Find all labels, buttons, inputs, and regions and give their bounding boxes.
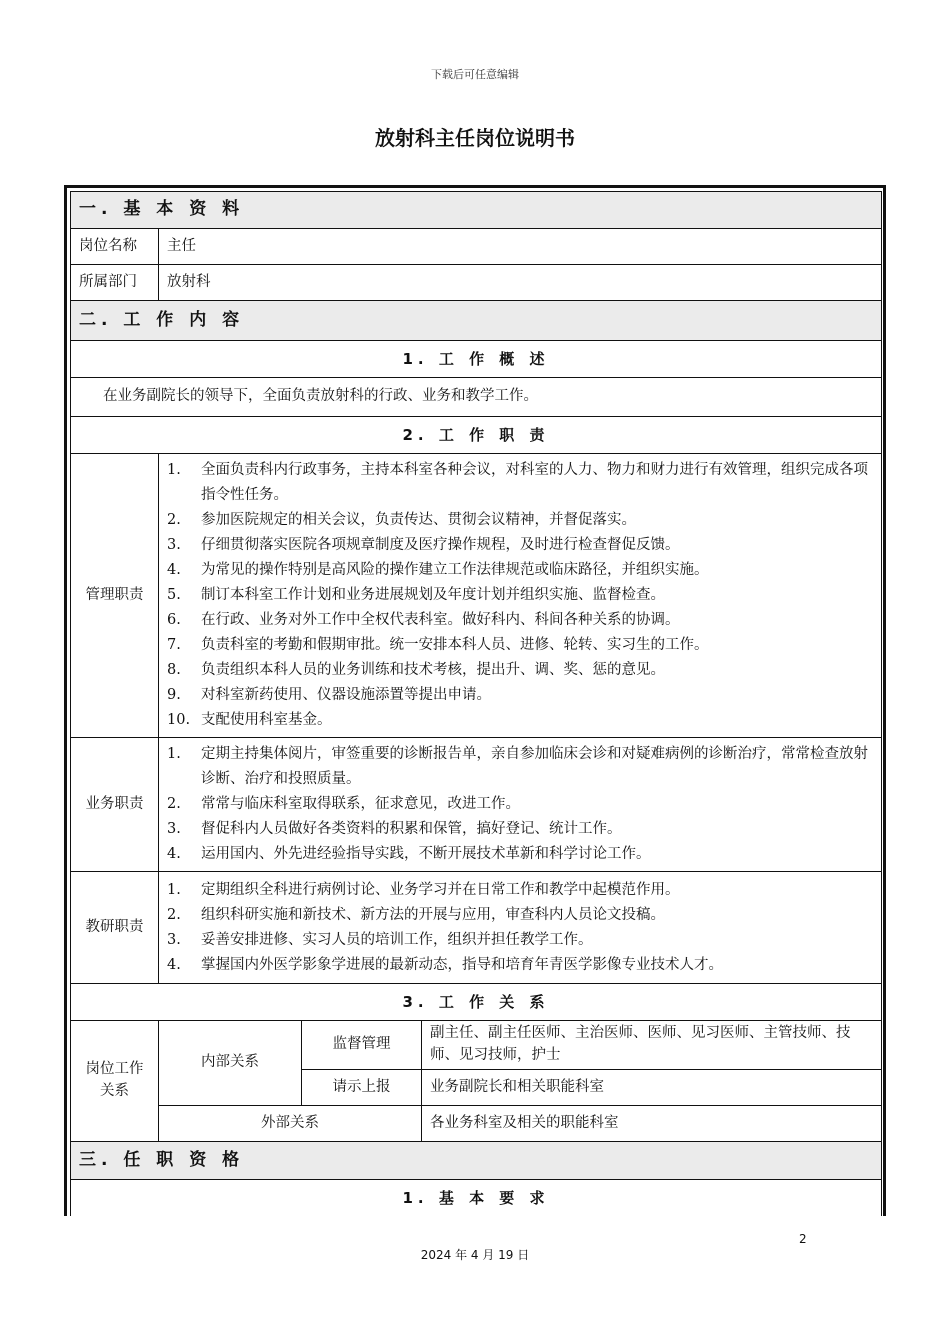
- internal-relations-label: 内部关系: [159, 1021, 302, 1106]
- relations-heading: 3. 工 作 关 系: [71, 984, 882, 1021]
- supervise-label: 监督管理: [302, 1021, 422, 1070]
- list-item: [167, 878, 873, 903]
- subheading-overview: [71, 341, 882, 378]
- list-text: 支配使用科室基金。: [201, 712, 332, 728]
- report-value: 业务副院长和相关职能科室: [422, 1070, 882, 1106]
- job-description-table: [70, 191, 882, 1216]
- section-basic-info: [71, 192, 882, 229]
- list-item: [167, 683, 873, 708]
- list-text: 运用国内、外先进经验指导实践，不断开展技术革新和科学讨论工作。: [201, 846, 651, 862]
- list-item: [167, 708, 873, 733]
- document-title: 放射科主任岗位说明书: [375, 126, 575, 150]
- list-item: [167, 953, 873, 978]
- list-item: [167, 583, 873, 608]
- list-text: 督促科内人员做好各类资料的积累和保管，搞好登记、统计工作。: [201, 821, 622, 837]
- list-number: 3.: [167, 931, 181, 948]
- list-item: [167, 928, 873, 953]
- list-text: 定期组织全科进行病例讨论、业务学习并在日常工作和教学中起模范作用。: [201, 881, 680, 898]
- list-number: 3.: [167, 821, 181, 837]
- business-label: 业务职责: [71, 738, 159, 872]
- list-item: [167, 608, 873, 633]
- row-relations-supervise: [71, 1021, 882, 1070]
- external-relations-label: 外部关系: [159, 1106, 422, 1142]
- list-text: 掌握国内外医学影象学进展的最新动态，指导和培育年青医学影像专业技术人才。: [201, 956, 723, 973]
- overview-heading: 1. 工 作 概 述: [71, 341, 882, 378]
- list-item: [167, 842, 873, 867]
- list-text: 常常与临床科室取得联系，征求意见，改进工作。: [201, 796, 520, 812]
- job-description-frame: [64, 185, 886, 1216]
- management-duties-list: [167, 454, 873, 737]
- relations-label: 岗位工作关系: [71, 1021, 159, 1142]
- list-number: 1.: [167, 746, 181, 762]
- department-label: 所属部门: [71, 265, 159, 301]
- management-label: 管理职责: [71, 454, 159, 738]
- teaching-duties-cell: [159, 872, 882, 984]
- row-overview: [71, 378, 882, 417]
- list-number: 5.: [167, 587, 181, 603]
- list-number: 6.: [167, 612, 181, 628]
- duties-heading: 2. 工 作 职 责: [71, 417, 882, 454]
- list-number: 1.: [167, 462, 181, 478]
- section-qualifications: [71, 1142, 882, 1180]
- list-item: [167, 633, 873, 658]
- list-item: [167, 792, 873, 817]
- list-text: 仔细贯彻落实医院各项规章制度及医疗操作规程，及时进行检查督促反馈。: [201, 537, 680, 553]
- list-item: [167, 508, 873, 533]
- row-teaching-duties: [71, 872, 882, 984]
- business-duties-list: [167, 738, 873, 871]
- list-number: 2.: [167, 512, 181, 528]
- list-text: 对科室新药使用、仪器设施添置等提出申请。: [201, 687, 491, 703]
- row-business-duties: [71, 738, 882, 872]
- report-label: 请示上报: [302, 1070, 422, 1106]
- list-text: 参加医院规定的相关会议，负责传达、贯彻会议精神，并督促落实。: [201, 512, 636, 528]
- list-text: 为常见的操作特别是高风险的操作建立工作法律规范或临床路径，并组织实施。: [201, 562, 709, 578]
- list-text: 全面负责科内行政事务，主持本科室各种会议，对科室的人力、物力和财力进行有效管理，组织完成各项指令性任务。: [201, 462, 868, 503]
- footer-date: 2024 年 4 月 19 日: [420, 1248, 530, 1262]
- list-number: 4.: [167, 956, 181, 973]
- section-heading: 二. 工 作 内 容: [71, 301, 882, 341]
- department-value: 放射科: [159, 265, 882, 301]
- list-item: [167, 817, 873, 842]
- row-position-name: [71, 229, 882, 265]
- list-text: 负责组织本科人员的业务训练和技术考核，提出升、调、奖、惩的意见。: [201, 662, 665, 678]
- list-text: 负责科室的考勤和假期审批。统一安排本科人员、进修、轮转、实习生的工作。: [201, 637, 709, 653]
- teaching-label: 教研职责: [71, 872, 159, 984]
- section-work-content: [71, 301, 882, 341]
- list-text: 妥善安排进修、实习人员的培训工作，组织并担任教学工作。: [201, 931, 593, 948]
- list-item: [167, 533, 873, 558]
- page-number: 2: [799, 1232, 807, 1246]
- list-number: 4.: [167, 562, 181, 578]
- overview-text: 在业务副院长的领导下，全面负责放射科的行政、业务和教学工作。: [71, 378, 882, 417]
- management-duties-cell: [159, 454, 882, 738]
- list-number: 10.: [167, 712, 191, 728]
- list-number: 2.: [167, 796, 181, 812]
- list-item: [167, 658, 873, 683]
- list-number: 4.: [167, 846, 181, 862]
- list-text: 定期主持集体阅片，审签重要的诊断报告单，亲自参加临床会诊和对疑难病例的诊断治疗，常常检查放射诊断、治疗和投照质量。: [201, 746, 868, 787]
- list-number: 2.: [167, 906, 181, 923]
- list-item: [167, 742, 873, 792]
- row-relations-external: [71, 1106, 882, 1142]
- section-heading: 一. 基 本 资 料: [71, 192, 882, 229]
- basic-requirements-heading: 1. 基 本 要 求: [71, 1180, 882, 1217]
- subheading-duties: [71, 417, 882, 454]
- external-relations-value: 各业务科室及相关的职能科室: [422, 1106, 882, 1142]
- row-department: [71, 265, 882, 301]
- list-number: 7.: [167, 637, 181, 653]
- row-management-duties: [71, 454, 882, 738]
- list-text: 在行政、业务对外工作中全权代表科室。做好科内、科间各种关系的协调。: [201, 612, 680, 628]
- list-number: 1.: [167, 881, 181, 898]
- list-item: [167, 558, 873, 583]
- position-name-value: 主任: [159, 229, 882, 265]
- list-text: 制订本科室工作计划和业务进展规划及年度计划并组织实施、监督检查。: [201, 587, 665, 603]
- list-item: [167, 458, 873, 508]
- teaching-duties-list: [167, 874, 873, 982]
- list-number: 8.: [167, 662, 181, 678]
- list-item: [167, 903, 873, 928]
- header-note: 下载后可任意编辑: [431, 68, 519, 81]
- position-name-label: 岗位名称: [71, 229, 159, 265]
- supervise-value: 副主任、副主任医师、主治医师、医师、见习医师、主管技师、技师、见习技师，护士: [422, 1021, 882, 1070]
- list-text: 组织科研实施和新技术、新方法的开展与应用，审查科内人员论文投稿。: [201, 906, 665, 923]
- subheading-basic-requirements: [71, 1180, 882, 1217]
- subheading-relations: [71, 984, 882, 1021]
- list-number: 9.: [167, 687, 181, 703]
- section-heading: 三. 任 职 资 格: [71, 1142, 882, 1180]
- business-duties-cell: [159, 738, 882, 872]
- list-number: 3.: [167, 537, 181, 553]
